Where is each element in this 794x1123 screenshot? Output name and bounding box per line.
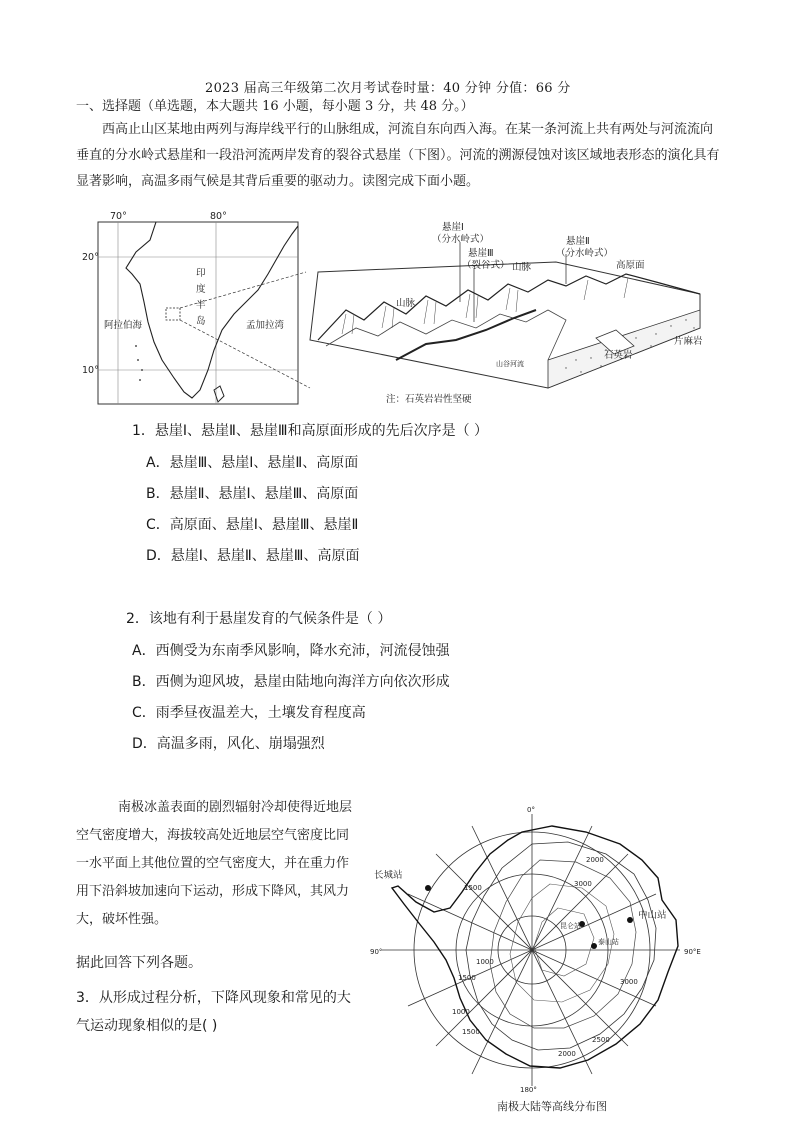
contour-1500b: 1500	[458, 974, 476, 982]
taishan-station-icon	[591, 943, 597, 949]
india-map	[82, 211, 298, 404]
india-label-1: 印	[196, 268, 206, 279]
lat10-label: 10°	[82, 365, 99, 376]
deg90w-label: 90°	[370, 948, 383, 956]
india-label-2: 度	[196, 284, 206, 295]
antarctica-map	[362, 804, 722, 1094]
katabatic-paragraph: 南极冰盖表面的剧烈辐射冷却使得近地层空气密度增大，海拔较高处近地层空气密度比同一水平面上其他位置的空气密度大，并在重力作用下沿斜坡加速向下运动，形成下降风，其风力大，破坏性强。	[76, 800, 353, 927]
q1-option-d[interactable]: D．悬崖Ⅰ、悬崖Ⅱ、悬崖Ⅲ、高原面	[146, 548, 360, 564]
contour-3000a: 3000	[574, 880, 592, 888]
zhongshan-station-icon	[627, 917, 633, 923]
lon70-label: 70°	[110, 211, 127, 222]
intro-paragraph: 西高止山区某地由两列与海岸线平行的山脉组成，河流自东向西入海。在某一条河流上共有两处与河流流向垂直的分水岭式悬崖和一段沿河流两岸发育的裂谷式悬崖（下图）。河流的溯源侵蚀对该区域地表形态的演化具有显著影响，高温多雨气候是其背后重要的驱动力。读图完成下面小题。	[76, 122, 720, 189]
cliff1-sub-label: （分水岭式）	[432, 234, 490, 245]
section-heading: 一、选择题（单选题，本大题共 16 小题，每小题 3 分，共 48 分。）	[76, 99, 474, 114]
india-label-4: 岛	[196, 316, 206, 327]
plateau-label: 高原面	[616, 260, 645, 271]
antarctica-caption: 南极大陆等高线分布图	[497, 1100, 607, 1113]
q2-option-b[interactable]: B．西侧为迎风坡，悬崖由陆地向海洋方向依次形成	[132, 674, 450, 690]
deg0-label: 0°	[527, 806, 535, 814]
kunlun-label: 昆仑站	[560, 922, 581, 930]
q2-option-c[interactable]: C．雨季昼夜温差大，土壤发育程度高	[132, 705, 366, 721]
cliff3-sub-label: （裂谷式）	[462, 260, 510, 271]
arabian-sea-label: 阿拉伯海	[104, 320, 143, 331]
contour-2500: 2500	[592, 1036, 610, 1044]
block-diagram	[310, 221, 703, 405]
contour-1000: 1000	[476, 958, 494, 966]
contour-3000b: 3000	[620, 978, 638, 986]
lon80-label: 80°	[210, 211, 227, 222]
q1-option-b[interactable]: B．悬崖Ⅱ、悬崖Ⅰ、悬崖Ⅲ、高原面	[146, 486, 359, 502]
answer-prompt: 据此回答下列各题。	[76, 955, 202, 971]
zhongshan-label: 中山站	[638, 910, 667, 921]
quartzite-label: 石英岩	[604, 350, 633, 361]
cliff3-label: 悬崖Ⅲ	[468, 248, 494, 259]
schist-label: 片麻岩	[674, 336, 703, 347]
india-label-3: 半	[196, 300, 206, 311]
exam-title: 2023 届高三年级第二次月考试卷时量：40 分钟 分值：66 分	[205, 81, 571, 96]
deg180-label: 180°	[520, 1086, 537, 1094]
mountain-label-2: 山脉	[396, 298, 416, 309]
changcheng-station-icon	[425, 885, 431, 891]
changcheng-label: 长城站	[374, 870, 403, 881]
contour-2000a: 2000	[586, 856, 604, 864]
cliff2-sub-label: （分水岭式）	[556, 248, 614, 259]
bengal-bay-label: 孟加拉湾	[246, 320, 285, 331]
q1-option-c[interactable]: C．高原面、悬崖Ⅰ、悬崖Ⅲ、悬崖Ⅱ	[146, 517, 359, 533]
q3-stem: 3．从形成过程分析，下降风现象和常见的大气运动现象相似的是( )	[76, 990, 351, 1034]
q2-option-d[interactable]: D．高温多雨，风化、崩塌强烈	[132, 736, 325, 752]
q2-option-a[interactable]: A．西侧受为东南季风影响，降水充沛，河流侵蚀强	[132, 643, 450, 659]
contour-1500a: 1500	[464, 884, 482, 892]
q2-stem: 2．该地有利于悬崖发育的气候条件是（ ）	[126, 611, 392, 627]
cliff1-label: 悬崖Ⅰ	[442, 222, 464, 233]
lat20-label: 20°	[82, 252, 99, 263]
contour-1000b: 1000	[452, 1008, 470, 1016]
deg90e-label: 90°E	[684, 948, 701, 956]
taishan-label: 泰山站	[598, 938, 619, 946]
q1-option-a[interactable]: A．悬崖Ⅲ、悬崖Ⅰ、悬崖Ⅱ、高原面	[146, 455, 359, 471]
contour-2000b: 2000	[558, 1050, 576, 1058]
block-note: 注：石英岩岩性坚硬	[386, 394, 472, 405]
cliff2-label: 悬崖Ⅱ	[566, 236, 590, 247]
cliff-figure	[82, 210, 716, 410]
valley-label: 山谷河流	[496, 360, 524, 368]
contour-1500c: 1500	[462, 1028, 480, 1036]
q1-stem: 1．悬崖Ⅰ、悬崖Ⅱ、悬崖Ⅲ和高原面形成的先后次序是（ ）	[132, 423, 489, 439]
mountain-label-1: 山脉	[512, 262, 532, 273]
